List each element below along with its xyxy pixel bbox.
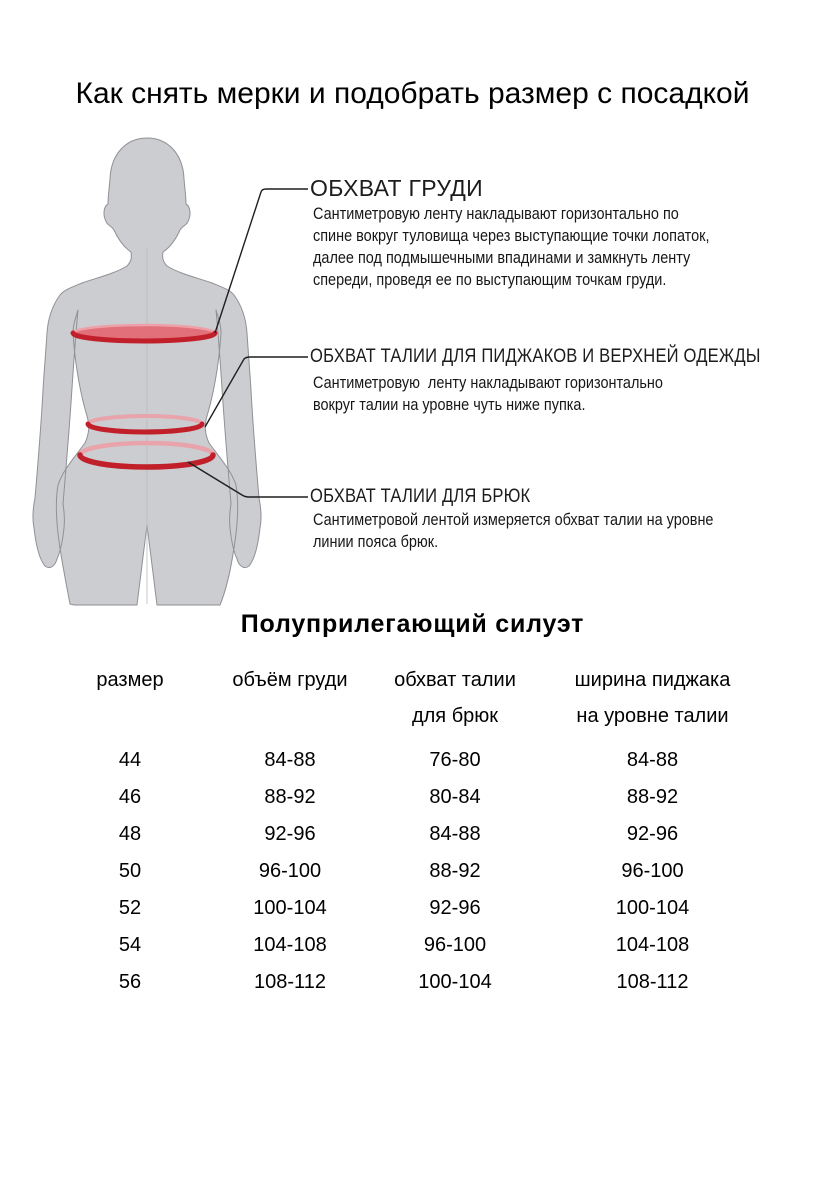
table-cell: 44 (118, 749, 142, 771)
column-header-chest: объём груди (232, 669, 348, 691)
table-cell: 84-88 (626, 749, 679, 771)
section-heading-jacket-waist: ОБХВАТ ТАЛИИ ДЛЯ ПИДЖАКОВ И ВЕРХНЕЙ ОДЕЖДЫ (310, 345, 761, 367)
body-line: Сантиметровой лентой измеряется обхват талии на уровне (313, 510, 714, 529)
body-line: спереди, проведя ее по выступающим точкам груди. (313, 270, 667, 289)
table-cell: 108-112 (254, 971, 326, 993)
table-cell: 96-100 (423, 934, 487, 956)
column-header-trouser-waist: обхват талии для брюк (394, 669, 516, 727)
table-cell: 52 (118, 897, 142, 919)
table-cell: 76-80 (429, 749, 481, 771)
male-silhouette-figure (0, 118, 310, 610)
table-cell: 50 (118, 860, 142, 882)
table-cell: 100-104 (615, 897, 690, 919)
table-cell: 88-92 (626, 786, 679, 808)
section-body-chest (313, 203, 709, 291)
body-line: Сантиметровую ленту накладывают горизонтально по (313, 204, 679, 223)
table-cell: 48 (118, 823, 142, 845)
body-line: спине вокруг туловища через выступающие точки лопаток, (313, 226, 710, 245)
table-cell: 88-92 (429, 860, 481, 882)
column-header-size: размер (96, 669, 164, 691)
column-header-jacket-width: ширина пиджака на уровне талии (574, 669, 731, 727)
table-cell: 96-100 (258, 860, 322, 882)
table-cell: 92-96 (264, 823, 316, 845)
table-cell: 92-96 (429, 897, 481, 919)
body-line: далее под подмышечными впадинами и замкнуть ленту (313, 248, 691, 267)
table-cell: 56 (118, 971, 142, 993)
table-cell: 84-88 (429, 823, 481, 845)
table-cell: 92-96 (626, 823, 679, 845)
table-cell: 54 (118, 934, 142, 956)
section-heading-chest: ОБХВАТ ГРУДИ (310, 175, 483, 201)
table-cell: 108-112 (616, 971, 689, 993)
page-title: Как снять мерки и подобрать размер с посадкой (75, 77, 750, 110)
section-heading-trousers-waist: ОБХВАТ ТАЛИИ ДЛЯ БРЮК (310, 485, 531, 507)
body-line: Сантиметровую ленту накладывают горизонтально (313, 373, 663, 392)
table-cell: 104-108 (253, 934, 327, 956)
size-table-title: Полуприлегающий силуэт (240, 610, 585, 638)
table-cell: 100-104 (418, 971, 492, 993)
section-body-jacket-waist (313, 372, 663, 416)
table-cell: 46 (118, 786, 142, 808)
section-body-trousers-waist (313, 509, 713, 553)
table-cell: 96-100 (621, 860, 684, 882)
size-table (40, 664, 755, 1001)
table-cell: 84-88 (264, 749, 316, 771)
chest-measure-ring (73, 325, 215, 341)
body-line: линии пояса брюк. (313, 532, 439, 551)
body-line: вокруг талии на уровне чуть ниже пупка. (313, 395, 586, 414)
table-cell: 88-92 (264, 786, 316, 808)
table-cell: 104-108 (615, 934, 690, 956)
table-cell: 100-104 (253, 897, 327, 919)
table-cell: 80-84 (429, 786, 481, 808)
